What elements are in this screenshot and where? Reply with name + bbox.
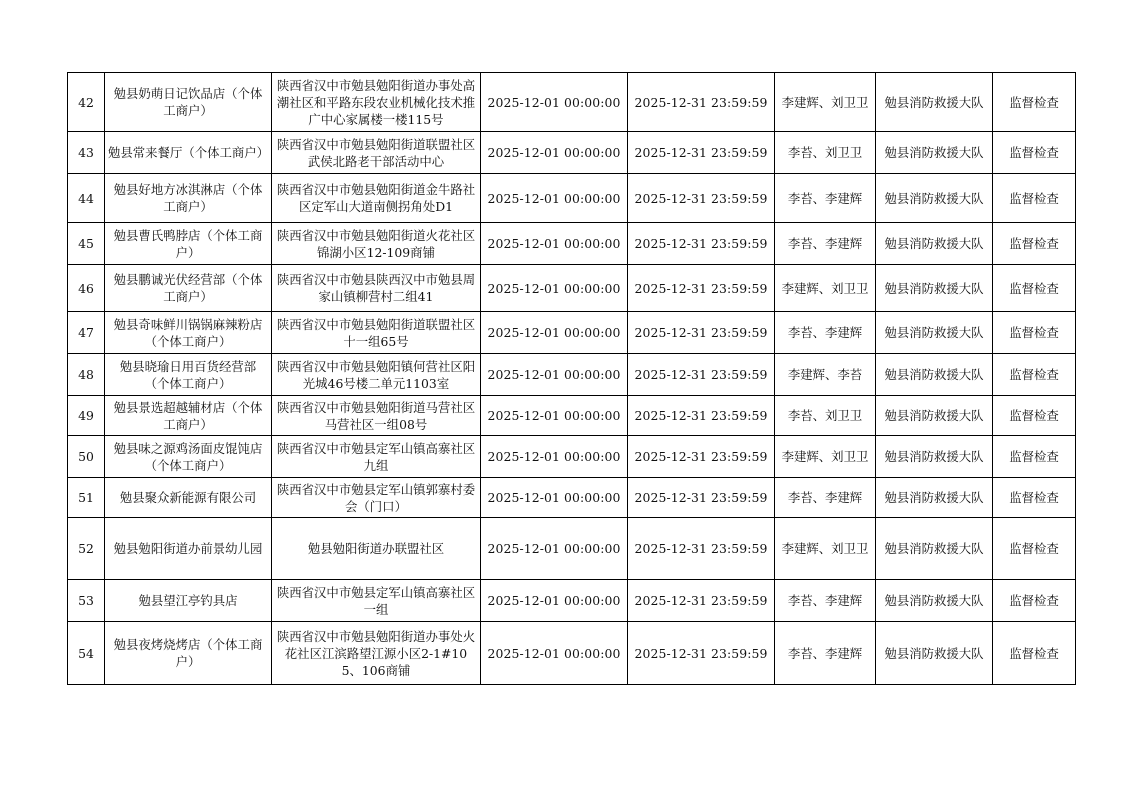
cell-inspectors: 李苔、李建辉 <box>775 622 876 685</box>
cell-start-time: 2025-12-01 00:00:00 <box>481 132 628 174</box>
table-row <box>68 478 1076 518</box>
cell-inspection-unit: 勉县消防救援大队 <box>876 580 993 622</box>
cell-inspection-type: 监督检查 <box>993 354 1076 396</box>
table-row <box>68 354 1076 396</box>
cell-start-time: 2025-12-01 00:00:00 <box>481 312 628 354</box>
cell-business-name: 勉县曹氏鸭脖店（个体工商户） <box>105 223 272 265</box>
cell-inspectors: 李建辉、刘卫卫 <box>775 518 876 580</box>
cell-row-number: 51 <box>68 478 105 518</box>
table-row <box>68 622 1076 685</box>
table-body <box>68 73 1076 685</box>
cell-start-time: 2025-12-01 00:00:00 <box>481 223 628 265</box>
cell-start-time: 2025-12-01 00:00:00 <box>481 174 628 223</box>
cell-address: 陕西省汉中市勉县勉阳街道联盟社区武侯北路老干部活动中心 <box>272 132 481 174</box>
cell-address: 陕西省汉中市勉县勉阳街道火花社区锦湖小区12-109商铺 <box>272 223 481 265</box>
cell-inspection-type: 监督检查 <box>993 132 1076 174</box>
cell-start-time: 2025-12-01 00:00:00 <box>481 436 628 478</box>
cell-end-time: 2025-12-31 23:59:59 <box>628 580 775 622</box>
cell-start-time: 2025-12-01 00:00:00 <box>481 478 628 518</box>
table-row <box>68 312 1076 354</box>
cell-inspection-unit: 勉县消防救援大队 <box>876 73 993 132</box>
table-row <box>68 132 1076 174</box>
cell-inspection-unit: 勉县消防救援大队 <box>876 265 993 312</box>
cell-end-time: 2025-12-31 23:59:59 <box>628 73 775 132</box>
cell-inspectors: 李苔、李建辉 <box>775 312 876 354</box>
cell-end-time: 2025-12-31 23:59:59 <box>628 622 775 685</box>
cell-inspection-type: 监督检查 <box>993 518 1076 580</box>
cell-row-number: 52 <box>68 518 105 580</box>
table-row <box>68 73 1076 132</box>
cell-address: 勉县勉阳街道办联盟社区 <box>272 518 481 580</box>
cell-inspection-unit: 勉县消防救援大队 <box>876 622 993 685</box>
cell-inspection-type: 监督检查 <box>993 73 1076 132</box>
cell-business-name: 勉县晓瑜日用百货经营部（个体工商户） <box>105 354 272 396</box>
cell-inspection-type: 监督检查 <box>993 265 1076 312</box>
cell-address: 陕西省汉中市勉县勉阳街道办事处火花社区江滨路望江源小区2-1#105、106商铺 <box>272 622 481 685</box>
cell-row-number: 43 <box>68 132 105 174</box>
cell-address: 陕西省汉中市勉县勉阳街道联盟社区十一组65号 <box>272 312 481 354</box>
cell-address: 陕西省汉中市勉县勉阳街道办事处高潮社区和平路东段农业机械化技术推广中心家属楼一楼115号 <box>272 73 481 132</box>
cell-row-number: 48 <box>68 354 105 396</box>
cell-end-time: 2025-12-31 23:59:59 <box>628 132 775 174</box>
cell-address: 陕西省汉中市勉县勉阳街道金牛路社区定军山大道南侧拐角处D1 <box>272 174 481 223</box>
cell-address: 陕西省汉中市勉县定军山镇高寨社区九组 <box>272 436 481 478</box>
cell-inspection-unit: 勉县消防救援大队 <box>876 223 993 265</box>
cell-end-time: 2025-12-31 23:59:59 <box>628 312 775 354</box>
cell-inspection-unit: 勉县消防救援大队 <box>876 312 993 354</box>
cell-inspectors: 李建辉、刘卫卫 <box>775 73 876 132</box>
cell-inspection-type: 监督检查 <box>993 478 1076 518</box>
cell-start-time: 2025-12-01 00:00:00 <box>481 518 628 580</box>
cell-inspection-type: 监督检查 <box>993 580 1076 622</box>
cell-end-time: 2025-12-31 23:59:59 <box>628 478 775 518</box>
cell-inspectors: 李苔、李建辉 <box>775 580 876 622</box>
cell-inspectors: 李苔、刘卫卫 <box>775 396 876 436</box>
cell-address: 陕西省汉中市勉县陕西汉中市勉县周家山镇柳营村二组41 <box>272 265 481 312</box>
table-row <box>68 436 1076 478</box>
table-row <box>68 223 1076 265</box>
cell-business-name: 勉县味之源鸡汤面皮馄饨店（个体工商户） <box>105 436 272 478</box>
cell-row-number: 47 <box>68 312 105 354</box>
cell-address: 陕西省汉中市勉县勉阳街道马营社区马营社区一组08号 <box>272 396 481 436</box>
cell-inspection-unit: 勉县消防救援大队 <box>876 436 993 478</box>
cell-end-time: 2025-12-31 23:59:59 <box>628 354 775 396</box>
cell-address: 陕西省汉中市勉县定军山镇高寨社区一组 <box>272 580 481 622</box>
table-row <box>68 580 1076 622</box>
cell-business-name: 勉县景选超越辅材店（个体工商户） <box>105 396 272 436</box>
cell-business-name: 勉县奶萌日记饮品店（个体工商户） <box>105 73 272 132</box>
cell-row-number: 45 <box>68 223 105 265</box>
cell-inspection-type: 监督检查 <box>993 622 1076 685</box>
cell-inspectors: 李建辉、刘卫卫 <box>775 265 876 312</box>
cell-row-number: 50 <box>68 436 105 478</box>
cell-business-name: 勉县望江亭钓具店 <box>105 580 272 622</box>
cell-inspection-type: 监督检查 <box>993 312 1076 354</box>
cell-business-name: 勉县好地方冰淇淋店（个体工商户） <box>105 174 272 223</box>
cell-inspection-unit: 勉县消防救援大队 <box>876 174 993 223</box>
cell-inspection-type: 监督检查 <box>993 396 1076 436</box>
cell-inspection-type: 监督检查 <box>993 436 1076 478</box>
cell-end-time: 2025-12-31 23:59:59 <box>628 265 775 312</box>
cell-inspection-type: 监督检查 <box>993 174 1076 223</box>
cell-inspection-unit: 勉县消防救援大队 <box>876 396 993 436</box>
inspection-table <box>67 72 1076 685</box>
cell-row-number: 46 <box>68 265 105 312</box>
cell-inspection-unit: 勉县消防救援大队 <box>876 478 993 518</box>
cell-inspectors: 李建辉、刘卫卫 <box>775 436 876 478</box>
cell-row-number: 44 <box>68 174 105 223</box>
cell-inspectors: 李苔、李建辉 <box>775 174 876 223</box>
cell-end-time: 2025-12-31 23:59:59 <box>628 436 775 478</box>
table-row <box>68 265 1076 312</box>
cell-row-number: 54 <box>68 622 105 685</box>
cell-start-time: 2025-12-01 00:00:00 <box>481 265 628 312</box>
cell-end-time: 2025-12-31 23:59:59 <box>628 223 775 265</box>
cell-end-time: 2025-12-31 23:59:59 <box>628 396 775 436</box>
table-row <box>68 396 1076 436</box>
cell-end-time: 2025-12-31 23:59:59 <box>628 518 775 580</box>
cell-start-time: 2025-12-01 00:00:00 <box>481 354 628 396</box>
cell-inspectors: 李苔、李建辉 <box>775 223 876 265</box>
cell-address: 陕西省汉中市勉县勉阳镇何营社区阳光城46号楼二单元1103室 <box>272 354 481 396</box>
cell-start-time: 2025-12-01 00:00:00 <box>481 396 628 436</box>
cell-inspectors: 李苔、刘卫卫 <box>775 132 876 174</box>
cell-inspection-unit: 勉县消防救援大队 <box>876 354 993 396</box>
cell-start-time: 2025-12-01 00:00:00 <box>481 73 628 132</box>
cell-inspection-unit: 勉县消防救援大队 <box>876 518 993 580</box>
cell-business-name: 勉县常来餐厅（个体工商户） <box>105 132 272 174</box>
cell-address: 陕西省汉中市勉县定军山镇郭寨村委会（门口） <box>272 478 481 518</box>
cell-inspectors: 李建辉、李苔 <box>775 354 876 396</box>
cell-business-name: 勉县夜烤烧烤店（个体工商户） <box>105 622 272 685</box>
cell-row-number: 42 <box>68 73 105 132</box>
cell-inspection-type: 监督检查 <box>993 223 1076 265</box>
cell-business-name: 勉县奇味鲜川锅锅麻辣粉店（个体工商户） <box>105 312 272 354</box>
table-row <box>68 174 1076 223</box>
cell-row-number: 49 <box>68 396 105 436</box>
cell-start-time: 2025-12-01 00:00:00 <box>481 622 628 685</box>
cell-end-time: 2025-12-31 23:59:59 <box>628 174 775 223</box>
cell-business-name: 勉县勉阳街道办前景幼儿园 <box>105 518 272 580</box>
cell-inspectors: 李苔、李建辉 <box>775 478 876 518</box>
cell-business-name: 勉县聚众新能源有限公司 <box>105 478 272 518</box>
cell-inspection-unit: 勉县消防救援大队 <box>876 132 993 174</box>
cell-business-name: 勉县鹏诚光伏经营部（个体工商户） <box>105 265 272 312</box>
cell-row-number: 53 <box>68 580 105 622</box>
table-row <box>68 518 1076 580</box>
cell-start-time: 2025-12-01 00:00:00 <box>481 580 628 622</box>
